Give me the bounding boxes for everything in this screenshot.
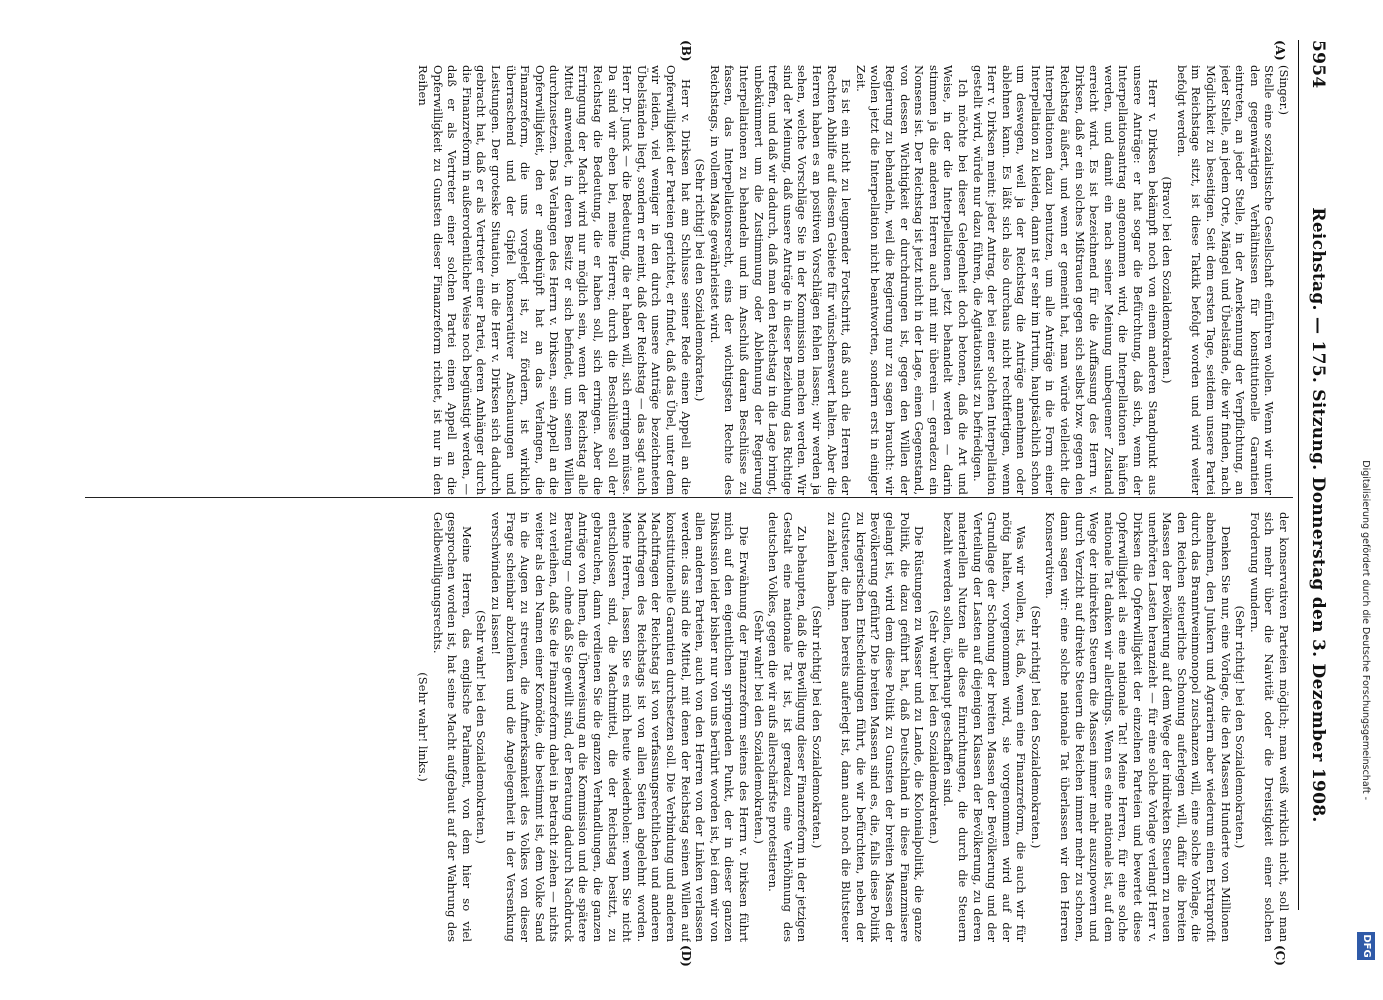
paragraph: Meine Herren, das englische Parlament, von dem hier so viel gesprochen worden ist, hat seine Macht aufgebaut auf der Wahrung des Geldbewilligungsrechts.	[430, 512, 474, 942]
paragraph: Was wir wollen, ist, daß, wenn eine Finanzreform, die auch wir für nötig halten, vorgenommen wird, sie vorgenommen wird auf der Grundlage der Schonung der breiten Massen der Bevölkerung und der Verteilung der Lasten auf diejenigen Klassen der Bevölkerung, zu deren materiellen Nutzen alle diese Einrichtungen, die durch die Steuern bezahlt werden sollen, überhaupt geschaffen sind.	[941, 512, 1029, 942]
interjection: (Sehr wahr! links.)	[415, 672, 430, 782]
paragraph: Stelle eine sozialistische Gesellschaft einführen wollen. Wenn wir unter den gegenwärtigen Verhältnissen für konstitutionelle Garantien eintreten, an jeder Stelle, in der Anerkennung der Verpflichtung, an jeder Stelle, an jedem Orte, Mängel und Übelstände, die wir finden, nach Möglichkeit zu beseitigen. Seit dem ersten Tage, seitdem unsere Partei im Reichstage sitzt, ist diese Taktik befolgt worden und wird weiter befolgt werden.	[1174, 65, 1277, 495]
interjection: (Sehr wahr! bei den Sozialdemokraten.)	[751, 610, 766, 844]
margin-marker-c: (C)	[1273, 945, 1287, 966]
credit-text: Digitalisierung gefördert durch die Deutsche Forschungsgemeinschaft -	[1360, 460, 1371, 800]
page-number: 5954	[1308, 40, 1328, 89]
margin-marker-a: (A)	[1273, 40, 1287, 61]
paragraph: Herr v. Dirksen hat am Schlusse seiner Rede einen Appell an die Opferwilligkeit der Parteien gerichtet, er findet, daß das Übel, unter dem wir leiden, viel weniger in den durch unsere Anträge bezeichneten Übelständen liegt, sondern er meint, daß der Reichstag — das sagt auch Herr Dr. Junck — die Bedeutung, die er haben will, sich erringen müsse. Da sind wir eben bei, meine Herren; durch die Beschlüsse soll der Reichstag die Bedeutung, die er haben soll, sich erringen. Aber die Erringung der Macht wird nur möglich sein, wenn der Reichstag alle Mittel anwendet, in deren Besitz er sich befindet, um seinen Willen durchzusetzen. Das Verlangen des Herrn v. Dirksen, sein Appell an die Opferwilligkeit, den er angeknüpft hat an das Verlangen, die Finanzreform, die uns vorgelegt ist, zu fördern, ist wirklich überraschend und der Gipfel konservativer Anschauungen und Leistungen. Der groteske Situation, in die Herr v. Dirksen sich dadurch gebracht hat, daß er als Vertreter einer Partei, deren Anhänger durch die Finanzreform in außerordentlicher Weise noch begünstigt werden, — daß er als Vertreter einer solchen Partei einen Appell an die Opferwilligkeit zu Gunsten dieser Finanzreform richtet, ist nur in den Reihen	[415, 65, 693, 495]
paragraph: (Singer.)	[1277, 65, 1291, 115]
paragraph: Ich möchte bei dieser Gelegenheit doch betonen, daß die Art und Weise, in der die Interpellationen jetzt behandelt werden — darin stimmen ja die anderen Herren auch mit mir überein — geradezu ein Nonsens ist. Der Reichstag ist jetzt nicht in der Lage, einen Gegenstand, von dessen Wichtigkeit er durchdrungen ist, gegen den Willen der Regierung zu behandeln, weil die Regierung nur zu sagen braucht: wir wollen jetzt die Interpellation nicht beantworten, sondern erst in einiger Zeit.	[853, 65, 970, 495]
interjection: (Sehr richtig! bei den Sozialdemokraten.)	[810, 605, 824, 849]
right-column	[86, 512, 1291, 942]
page-title: Reichstag. — 175. Sitzung. Donnerstag den 3. Dezember 1908.	[1308, 207, 1328, 823]
margin-marker-d: (D)	[679, 945, 693, 967]
page-header	[1300, 40, 1328, 910]
paragraph: Denken Sie nur, eine Vorlage, die den Massen Hunderte von Millionen abnehmen, den Junkern und Agrariern aber wiederum einen Extraprofit durch das Branntweinmonopol zuschanzen will, eine solche Vorlage, die den Reichen steuerliche Schonung auferlegen will, dafür die breiten Massen der Bevölkerung auf dem Wege der indirekten Steuern zu neuen unerhörten Lasten heranzieht — für eine solche Vorlage verlangt Herr v. Dirksen die Opferwilligkeit der einzelnen Parteien und bewertet diese Opferwilligkeit als eine nationale Tat! Meine Herren, für eine solche nationale Tat danken wir allerdings. Wenn es eine nationale ist, auf dem Wege der indirekten Steuern die Massen immer mehr auszupowern und durch Verzicht auf direkte Steuern die Reichen immer mehr zu schonen, dann sagen wir: eine solche nationale Tat überlassen wir den Herren Konservativen.	[1043, 512, 1233, 942]
header-rule	[1298, 40, 1299, 910]
margin-marker-b: (B)	[679, 40, 693, 62]
digitization-credit	[1360, 40, 1371, 800]
paragraph: Herr v. Dirksen bekämpft noch von einem anderen Standpunkt aus unsere Anträge: er hat sogar die Befürchtung, daß sich, wenn der Interpellationsantrag angenommen wird, die Interpellationen häufen werden, und damit ein nach seiner Meinung unbequemer Zustand erreicht wird. Es ist bezeichnend für die Auffassung des Herrn v. Dirksen, daß er ein solches Mißtrauen gegen sich selbst bzw. gegen den Reichstag äußert, und wenn er gemeint hat, man würde vielleicht die Interpellationen dazu benutzen, um alle Anträge in die Form einer Interpellation zu kleiden, dann ist er sehr im Irrtum, hauptsächlich schon um deswegen, weil ja der Reichstag die Anträge annehmen oder ablehnen kann. Es läßt sich also durchaus nicht rechtfertigen, wenn Herr v. Dirksen meint: jeder Antrag, der bei einer solchen Interpellation gestellt wird, würde nur dazu führen, die Agitationslust zu befriedigen.	[970, 65, 1160, 495]
interjection: (Sehr richtig! bei den Sozialdemokraten.)	[1028, 605, 1043, 849]
left-column	[86, 65, 1291, 495]
interjection: (Sehr wahr! bei den Sozialdemokraten.)	[926, 610, 941, 844]
dfg-logo: DFG	[1357, 932, 1375, 960]
paragraph: Es ist ein nicht zu leugnender Fortschritt, daß auch die Herren der Rechten Abhilfe auf diesem Gebiete für wünschenswert halten. Aber die Herren haben es an positiven Vorschlägen fehlen lassen; wir werden ja sehen, welche Vorschläge Sie in der Kommission machen werden. Wir sind der Meinung, daß unsere Anträge in dieser Beziehung das Richtige treffen, und daß wir dadurch, daß man den Reichstag in die Lage bringt, unbekümmert um die Zustimmung oder Ablehnung der Regierung Interpellationen zu behandeln und im Anschluß daran Beschlüsse zu fassen, das Interpellationsrecht, eins der wichtigsten Rechte des Reichstags, in vollem Maße gewährleistet wird.	[707, 65, 854, 495]
paragraph: Zu behaupten, daß die Bewilligung dieser Finanzreform in der jetzigen Gestalt eine nationale Tat ist, ist geradezu eine Verhöhnung des deutschen Volkes, gegen die wir aufs allerschärfste protestieren.	[766, 512, 810, 942]
interjection: (Sehr richtig! bei den Sozialdemokraten.)	[693, 158, 708, 402]
paragraph: Die Erwähnung der Finanzreform seitens des Herrn v. Dirksen führt mich auf den eigentlichen springenden Punkt, der in dieser ganzen Diskussion leider bisher nur von uns berührt worden ist, bei dem wir von allen anderen Parteien, auch von den Herren von der Linken verlassen werden: das sind die Mittel, mit denen der Reichstag seinen Willen auf konstitutionelle Garantien durchsetzen soll. Die Verbindung und anderen Machtfragen der Reichstag ist von verfassungsrechtlichen und anderen Machtfragen des Reichstags ist von allen Seiten abgelehnt worden. Meine Herren, lassen Sie es mich heute wiederholen: wenn Sie nicht entschlossen sind, die Machtmittel, die der Reichstag besitzt, zu gebrauchen, dann verdienen Sie die ganzen Verhandlungen, die ganzen Anträge von Ihnen, die Überweisung an die Kommission und die spätere Beratung — ohne daß Sie gewillt sind, der Beratung dadurch Nachdruck zu verleihen, daß Sie die Finanzreform dabei in Betracht ziehen — nichts weiter als den Namen einer Komödie, die bestimmt ist, dem Volke Sand in die Augen zu streuen, die Aufmerksamkeit des Volkes von dieser Frage scheinbar abzulenken und die Angelegenheit in der Versenkung verschwinden zu lassen!	[488, 512, 752, 942]
paragraph: Die Rüstungen zu Wasser und zu Lande, die Kolonialpolitik, die ganze Politik, die dazu geführt hat, daß Deutschland in diese Finanzmisere gelangt ist, wird dem diese Politik zu Gunsten der breiten Massen der Bevölkerung geführt? Die breiten Massen sind es, die, falls diese Politik zu kriegerischen Entscheidungen führt, die wir befürchten, neben der Gutsteuer, die ihnen bereits auferlegt ist, dann auch noch die Blutsteuer zu zahlen haben.	[824, 512, 927, 942]
column-divider	[85, 497, 1293, 498]
interjection: (Sehr wahr! bei den Sozialdemokraten.)	[474, 610, 489, 844]
interjection: (Bravo! bei den Sozialdemokraten.)	[1160, 176, 1175, 384]
paragraph: der konservativen Parteien möglich; man weiß wirklich nicht, soll man sich mehr über die Naivität oder die Dreistigkeit einer solchen Forderung wundern.	[1247, 512, 1291, 942]
interjection: (Sehr richtig! bei den Sozialdemokraten.)	[1233, 605, 1248, 849]
